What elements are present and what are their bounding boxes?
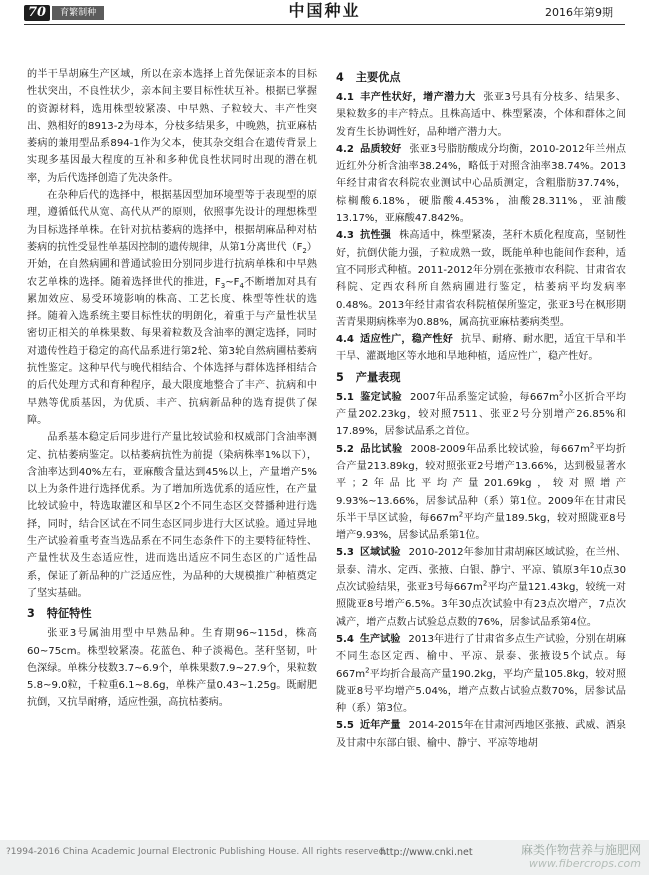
subsection-paragraph	[336, 544, 626, 630]
subsection-text: 株高适中，株型紧凑，茎秆木质化程度高，坚韧性好，抗倒伏能力强，子粒成熟一致，既能单种也能间作套种，适宜不同形式种植。2011-2012年分别在张掖市农科院、甘肃省农科院、定西农科所自然病圃进行鉴定，枯萎病平均发病率0.48%。2013年经甘肃省农科院植保所鉴定，张亚3号在枫形期苦青果期病株率为0.88%，属高抗亚麻枯萎病类型。	[336, 230, 627, 328]
header-rule	[24, 24, 625, 25]
subsection-title: 品比试验	[359, 443, 403, 455]
subsection-number: 4.3	[336, 230, 354, 242]
subsection-number: 5.2	[336, 443, 354, 455]
section-title: 产量表现	[355, 370, 401, 384]
section-number: 3	[27, 607, 35, 621]
subsection-title: 生产试验	[359, 633, 401, 645]
subsection-title: 抗性强	[359, 230, 392, 242]
subsection-paragraph	[336, 89, 626, 141]
subsection-number: 4.1	[336, 92, 354, 103]
body-paragraph: 在杂种后代的选择中，根据基因型加环境型等于表现型的原理，遵循低代从宽、高代从严的原则，依照事先设计的理想株型为目标选择单株。在针对抗枯萎病的选择中，根据胡麻品种对枯萎病的抗性受显性单基因控制的遗传规律，从第1分离世代$(F_2)$开始，在自然病圃和普通试验田分别同步进行抗病单株和中早熟农艺单株的选择。随着选择世代的推进，$F_3\sim F_4$不断增加对具有累加效应、易受环境影响的株高、工艺长度、株型等性状的选择。随着入选系统主要目标性状的明朗化，着重于与产量性状呈密切正相关的单株果数、每果着粒数及含油率的测定选择，同时对遗传性趋于稳定的高代品系进行第2轮、第3轮自然病圃枯萎病抗性鉴定。这种早代与晚代相结合、个体选择与群体选择相结合的后代处理方式和育种程序，最大限度地整合了丰产、抗病和中早熟等优质基因，为优质、丰产、抗病新品种的选育提供了保障。	[27, 190, 317, 426]
section-number: 4	[336, 71, 344, 84]
left-column	[27, 66, 317, 712]
subsection-title: 近年产量	[359, 720, 401, 732]
subsection-title: 适应性广，稳产性好	[359, 334, 454, 346]
journal-title: 中国种业	[288, 1, 361, 20]
section-heading	[336, 69, 626, 86]
page-header	[0, 0, 649, 52]
subsection-title: 丰产性状好，增产潜力大	[359, 92, 476, 103]
subsection-number: 5.4	[336, 633, 354, 645]
subsection-text: 2007年品系鉴定试验，每$667m^2$小区折合平均产量202.23kg，较对照7511、张亚2号分别增产26.85%和17.89%，居参试品系之首位。	[336, 389, 627, 438]
page-number: 70	[24, 5, 50, 21]
subsection-number: 5.5	[336, 720, 354, 732]
website-link[interactable]: http://www.cnki.net	[380, 847, 473, 858]
subsection-number: 5.3	[336, 547, 354, 559]
subsection-paragraph	[336, 717, 626, 752]
subsection-text: 2010-2012年参加甘肃胡麻区域试验，在兰州、景泰、清水、定西、张掖、白银、静宁、平凉、镇原3年10点30点次试验结果，张亚3号每$667m^2$平均产量121.43kg，较统一对照陇亚8号增产6.5%。3年30点次试验中有23点次增产，7点次减产，增产点数占试验总点数的76%，居参试品系第4位。	[336, 547, 626, 628]
body-paragraph: 的半干旱胡麻生产区域，所以在亲本选择上首先保证亲本的目标性状突出，不良性状少，亲本间主要目标性状互补。根据已掌握的资源材料，选用株型较紧凑、中早熟、子粒较大、丰产性突出、熟相好的8913-2为母本，分枝多结果多，中晚熟，抗亚麻枯萎病的兼用型品系894-1作为父本，使其杂交组合在遗传背景上实现多基因最大程度的互补和多种优良性状同时出现的潜在机率，为后代选择创造了先决条件。	[27, 69, 317, 184]
subsection-number: 4.2	[336, 143, 354, 155]
section-title: 特征特性	[46, 607, 92, 621]
subsection-text: 2008-2009年品系比较试验，每$667m^2$平均折合产量213.89kg，较对照张亚2号增产13.66%，达到极显著水平；2年品比平均产量201.69kg，较对照增产9.93%~13.66%，居参试品种（系）第1位。2009年在甘肃民乐半干旱区试验，每$667m^2$平均产量189.5kg，较对照陇亚8号增产9.93%，居参试品系第1位。	[336, 441, 627, 542]
subsection-title: 区域试验	[359, 547, 401, 559]
copyright-notice: ?1994-2016 China Academic Journal Electronic Publishing House. All rights reserved.	[6, 847, 388, 857]
subsection-paragraph	[336, 141, 626, 227]
subsection-text: 抗旱、耐瘠、耐水肥，适宜干旱和半干旱、灌溉地区等水地和旱地种植，适应性广，稳产性好。	[336, 334, 627, 363]
subsection-text: 2013年进行了甘肃省多点生产试验，分别在胡麻不同生态区定西、榆中、平凉、景泰、张掖设5个试点。每$667m^2$平均折合最高产量190.2kg，平均产量105.8kg，较对照陇亚8号平均增产5.04%，增产点数占试验点数70%，居参试品种（系）第3位。	[336, 633, 627, 715]
subsection-number: 4.4	[336, 334, 354, 346]
subsection-number: 5.1	[336, 391, 354, 403]
section-number: 5	[336, 370, 344, 384]
subsection-text: 张亚3号脂肪酸成分均衡，2010-2012年兰州点近红外分析含油率38.24%，略低于对照含油率38.74%。2013年经甘肃省农科院农业测试中心品质测定，含粗脂肪37.74%，棕榈酸6.18%，硬脂酸4.453%，油酸28.311%，亚油酸13.17%，亚麻酸47.842%。	[336, 143, 626, 225]
body-paragraph: 品系基本稳定后同步进行产量比较试验和权威部门含油率测定、抗枯萎病鉴定。以枯萎病抗性为前提（染病株率1%以下），含油率达到40%左右，亚麻酸含量达到45%以上，产量增产5%以上为条件进行选择优系。为了增加所选优系的适应性，在产量比较试验中，特选取灌区和旱区2个不同生态区交替播种进行选择，同时，结合区试在不同生态区同步进行大区试验。通过异地生产试验着重考查当选品系在不同生态条件下的主要特征特性、产量性状及生态适应性，进而选出适应不同生态区的广适性品系，保证了新品种的广泛适应性，为品种的大规模推广种植奠定了坚实基础。	[27, 432, 317, 599]
watermark-url: www.fibercrops.com	[528, 857, 641, 870]
watermark-chinese: 麻类作物营养与施肥网	[520, 843, 641, 857]
subsection-text: 2014-2015年在甘肃河西地区张掖、武威、酒泉及甘肃中东部白银、榆中、静宁、平凉等地胡	[336, 720, 626, 749]
subsection-paragraph	[336, 631, 626, 717]
page-footer	[0, 840, 649, 875]
right-column	[336, 66, 626, 752]
subsection-title: 品质较好	[359, 143, 402, 155]
section-heading	[336, 369, 626, 386]
subsection-paragraph	[336, 331, 626, 366]
body-paragraph: 张亚3号属油用型中早熟品种。生育期96~115d，株高60~75cm。株型较紧凑。花蓝色、种子淡褐色。茎秆坚韧，叶色深绿。单株分枝数3.7~6.9个，单株果数7.9~27.9个，果粒数5.8~9.0粒，千粒重6.1~8.6g，单株产量0.43~1.25g。既耐肥抗倒，又抗旱耐瘠，适应性强，高抗枯萎病。	[27, 628, 317, 709]
section-tag: 育繁制种	[52, 6, 104, 20]
subsection-paragraph	[336, 227, 626, 331]
section-title: 主要优点	[355, 71, 401, 84]
subsection-paragraph	[336, 441, 626, 545]
section-heading	[27, 605, 317, 622]
subsection-text: 张亚3号具有分枝多、结果多、果粒数多的丰产特点。且株高适中、株型紧凑，个体和群体之间发育生长协调性好，品种增产潜力大。	[336, 92, 627, 138]
subsection-title: 鉴定试验	[359, 391, 402, 403]
issue-label: 2016年第9期	[545, 6, 613, 19]
subsection-paragraph	[336, 389, 626, 441]
